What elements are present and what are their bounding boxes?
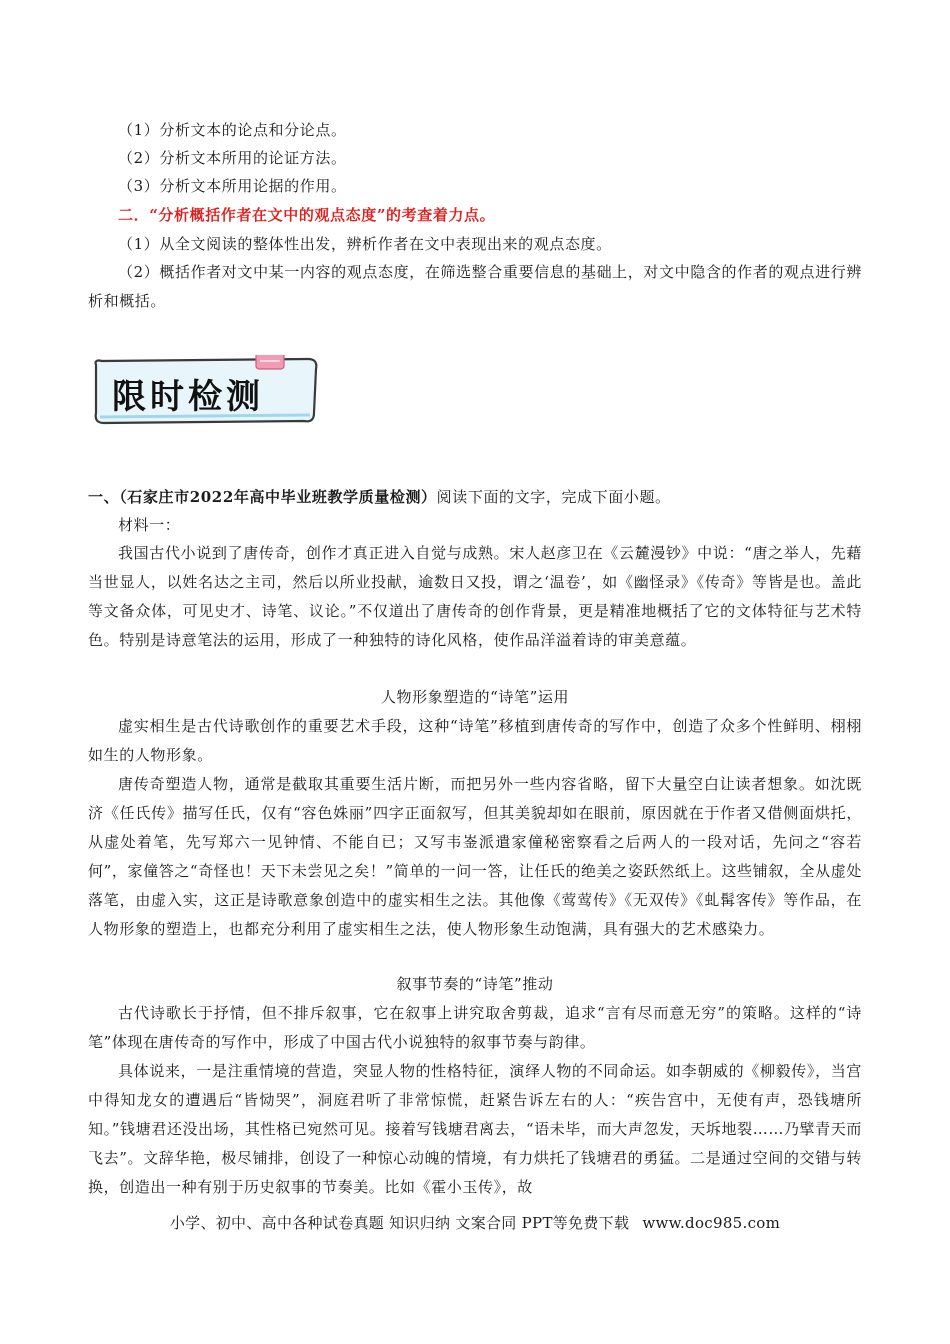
analysis-item-2: （2）分析文本所用的论证方法。: [118, 149, 347, 167]
question-number: 一、: [88, 488, 120, 506]
attitude-item-2: （2）概括作者对文中某一内容的观点态度，在筛选整合重要信息的基础上，对文中隐含的作者的观点进行辨析和概括。: [88, 263, 862, 310]
timed-test-banner: [90, 355, 322, 427]
footer-url[interactable]: www.doc985.com: [642, 1214, 781, 1232]
paragraph-1: 我国古代小说到了唐传奇，创作才真正进入自觉与成熟。宋人赵彦卫在《云麓漫钞》中说：“唐之举人，先藉当世显人，以姓名达之主司，然后以所业投献，逾数日又投，谓之‘温卷’，如《幽怪录》《传奇》等皆是也。盖此等文备众体，可见史才、诗笔、议论。”不仅道出了唐传奇的创作背景，更是精准地概括了它的文体特征与艺术特色。特别是诗意笔法的运用，形成了一种独特的诗化风格，使作品洋溢着诗的审美意蕴。: [88, 544, 862, 649]
paragraph-4: 古代诗歌长于抒情，但不排斥叙事，它在叙事上讲究取舍剪裁，追求“言有尽而意无穷”的策略。这样的“诗笔”体现在唐传奇的写作中，形成了中国古代小说独特的叙事节奏与韵律。: [88, 1004, 862, 1051]
page-footer: [0, 1212, 950, 1233]
analysis-item-3: （3）分析文本所用论据的作用。: [118, 177, 347, 195]
subtitle-narrative: 叙事节奏的“诗笔”推动: [396, 975, 554, 993]
question-line: [88, 483, 862, 512]
attitude-item-1: （1）从全文阅读的整体性出发，辨析作者在文中表现出来的观点态度。: [118, 235, 612, 253]
footer-text: 小学、初中、高中各种试卷真题 知识归纳 文案合同 PPT等免费下载: [169, 1214, 630, 1232]
binder-clip-icon: [256, 355, 284, 369]
banner-title: 限时检测: [112, 377, 264, 417]
paragraph-5: 具体说来，一是注重情境的营造，突显人物的性格特征，演绎人物的不同命运。如李朝威的《柳毅传》，当宫中得知龙女的遭遇后“皆恸哭”，洞庭君听了非常惊慌，赶紧告诉左右的人：“疾告宫中，无使有声，恐钱塘所知。”钱塘君还没出场，其性格已宛然可见。接着写钱塘君离去，“语未毕，而大声忽发，天坼地裂……乃擘青天而飞去”。文辞华艳，极尽铺排，创设了一种惊心动魄的情境，有力烘托了钱塘君的勇猛。二是通过空间的交错与转换，创造出一种有别于历史叙事的节奏美。比如《霍小玉传》，故: [88, 1062, 862, 1196]
paragraph-3: 唐传奇塑造人物，通常是截取其重要生活片断，而把另外一些内容省略，留下大量空白让读者想象。如沈既济《任氏传》描写任氏，仅有“容色姝丽”四字正面叙写，但其美貌却如在眼前，原因就在于作者又借侧面烘托，从虚处着笔，先写郑六一见钟情、不能自已；又写韦崟派遣家僮秘密察看之后两人的一段对话，先问之“容若何”，家僮答之“奇怪也！天下未尝见之矣！”简单的一问一答，让任氏的绝美之姿跃然纸上。这些铺叙，全从虚处落笔，由虚入实，这正是诗歌意象创造中的虚实相生之法。其他像《莺莺传》《无双传》《虬髯客传》等作品，在人物形象的塑造上，也都充分利用了虚实相生之法，使人物形象生动饱满，具有强大的艺术感染力。: [88, 775, 862, 938]
subtitle-character: 人物形象塑造的“诗笔”运用: [380, 688, 570, 706]
question-source: （石家庄市2022年高中毕业班教学质量检测）: [119, 488, 437, 506]
section-heading: 二．“分析概括作者在文中的观点态度”的考查着力点。: [118, 206, 496, 224]
question-instruction: 阅读下面的文字，完成下面小题。: [436, 488, 671, 506]
material-label: 材料一：: [118, 516, 181, 534]
analysis-item-1: （1）分析文本的论点和分论点。: [118, 121, 347, 139]
paragraph-2: 虚实相生是古代诗歌创作的重要艺术手段，这种“诗笔”移植到唐传奇的写作中，创造了众多个性鲜明、栩栩如生的人物形象。: [88, 717, 862, 764]
